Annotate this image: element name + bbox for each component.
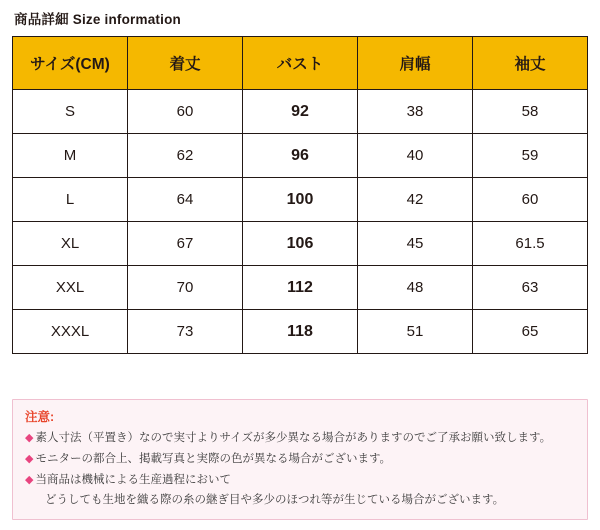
table-header-row: [13, 37, 588, 90]
cell-size: M: [13, 134, 128, 178]
column-header-bust: バスト: [243, 37, 358, 90]
diamond-bullet-icon: ◆: [25, 453, 34, 466]
page-title: 商品詳細 Size information: [14, 12, 181, 27]
size-table-head: [13, 37, 588, 90]
cell-bust: 112: [243, 266, 358, 310]
cell-sleeve: 58: [473, 90, 588, 134]
notes-title: 注意:: [25, 410, 55, 425]
cell-shoulder: 45: [358, 222, 473, 266]
note-text: 素人寸法（平置き）なので実寸よりサイズが多少異なる場合がありますのでご了承お願い致します。: [35, 432, 552, 445]
table-row: [13, 222, 588, 266]
notes-panel: [12, 399, 588, 520]
column-header-length: 着丈: [128, 37, 243, 90]
cell-length: 64: [128, 178, 243, 222]
cell-sleeve: 63: [473, 266, 588, 310]
cell-length: 60: [128, 90, 243, 134]
size-table-body: [13, 90, 588, 354]
cell-shoulder: 38: [358, 90, 473, 134]
cell-sleeve: 60: [473, 178, 588, 222]
list-item: [25, 430, 575, 448]
cell-bust: 96: [243, 134, 358, 178]
cell-bust: 118: [243, 310, 358, 354]
table-row: [13, 134, 588, 178]
cell-length: 70: [128, 266, 243, 310]
note-text: 当商品は機械による生産過程において: [35, 473, 231, 486]
diamond-bullet-icon: ◆: [25, 432, 34, 445]
cell-size: S: [13, 90, 128, 134]
column-header-size: サイズ(CM): [13, 37, 128, 90]
cell-size: L: [13, 178, 128, 222]
cell-size: XXXL: [13, 310, 128, 354]
list-item: [25, 451, 575, 469]
table-row: [13, 266, 588, 310]
note-text: モニターの都合上、掲載写真と実際の色が異なる場合がございます。: [35, 453, 392, 466]
cell-length: 67: [128, 222, 243, 266]
cell-size: XL: [13, 222, 128, 266]
note-subtext: どうしても生地を織る際の糸の継ぎ目や多少のほつれ等が生じている場合がございます。: [45, 493, 505, 506]
size-table-container: [12, 36, 588, 354]
cell-bust: 106: [243, 222, 358, 266]
table-row: [13, 178, 588, 222]
table-row: [13, 310, 588, 354]
cell-shoulder: 51: [358, 310, 473, 354]
cell-length: 62: [128, 134, 243, 178]
cell-bust: 92: [243, 90, 358, 134]
cell-shoulder: 40: [358, 134, 473, 178]
cell-shoulder: 42: [358, 178, 473, 222]
cell-sleeve: 65: [473, 310, 588, 354]
table-row: [13, 90, 588, 134]
list-item: [25, 472, 575, 490]
diamond-bullet-icon: ◆: [25, 473, 34, 486]
cell-sleeve: 59: [473, 134, 588, 178]
cell-length: 73: [128, 310, 243, 354]
column-header-shoulder: 肩幅: [358, 37, 473, 90]
cell-size: XXL: [13, 266, 128, 310]
cell-bust: 100: [243, 178, 358, 222]
cell-shoulder: 48: [358, 266, 473, 310]
cell-sleeve: 61.5: [473, 222, 588, 266]
size-table: [12, 36, 588, 354]
column-header-sleeve: 袖丈: [473, 37, 588, 90]
